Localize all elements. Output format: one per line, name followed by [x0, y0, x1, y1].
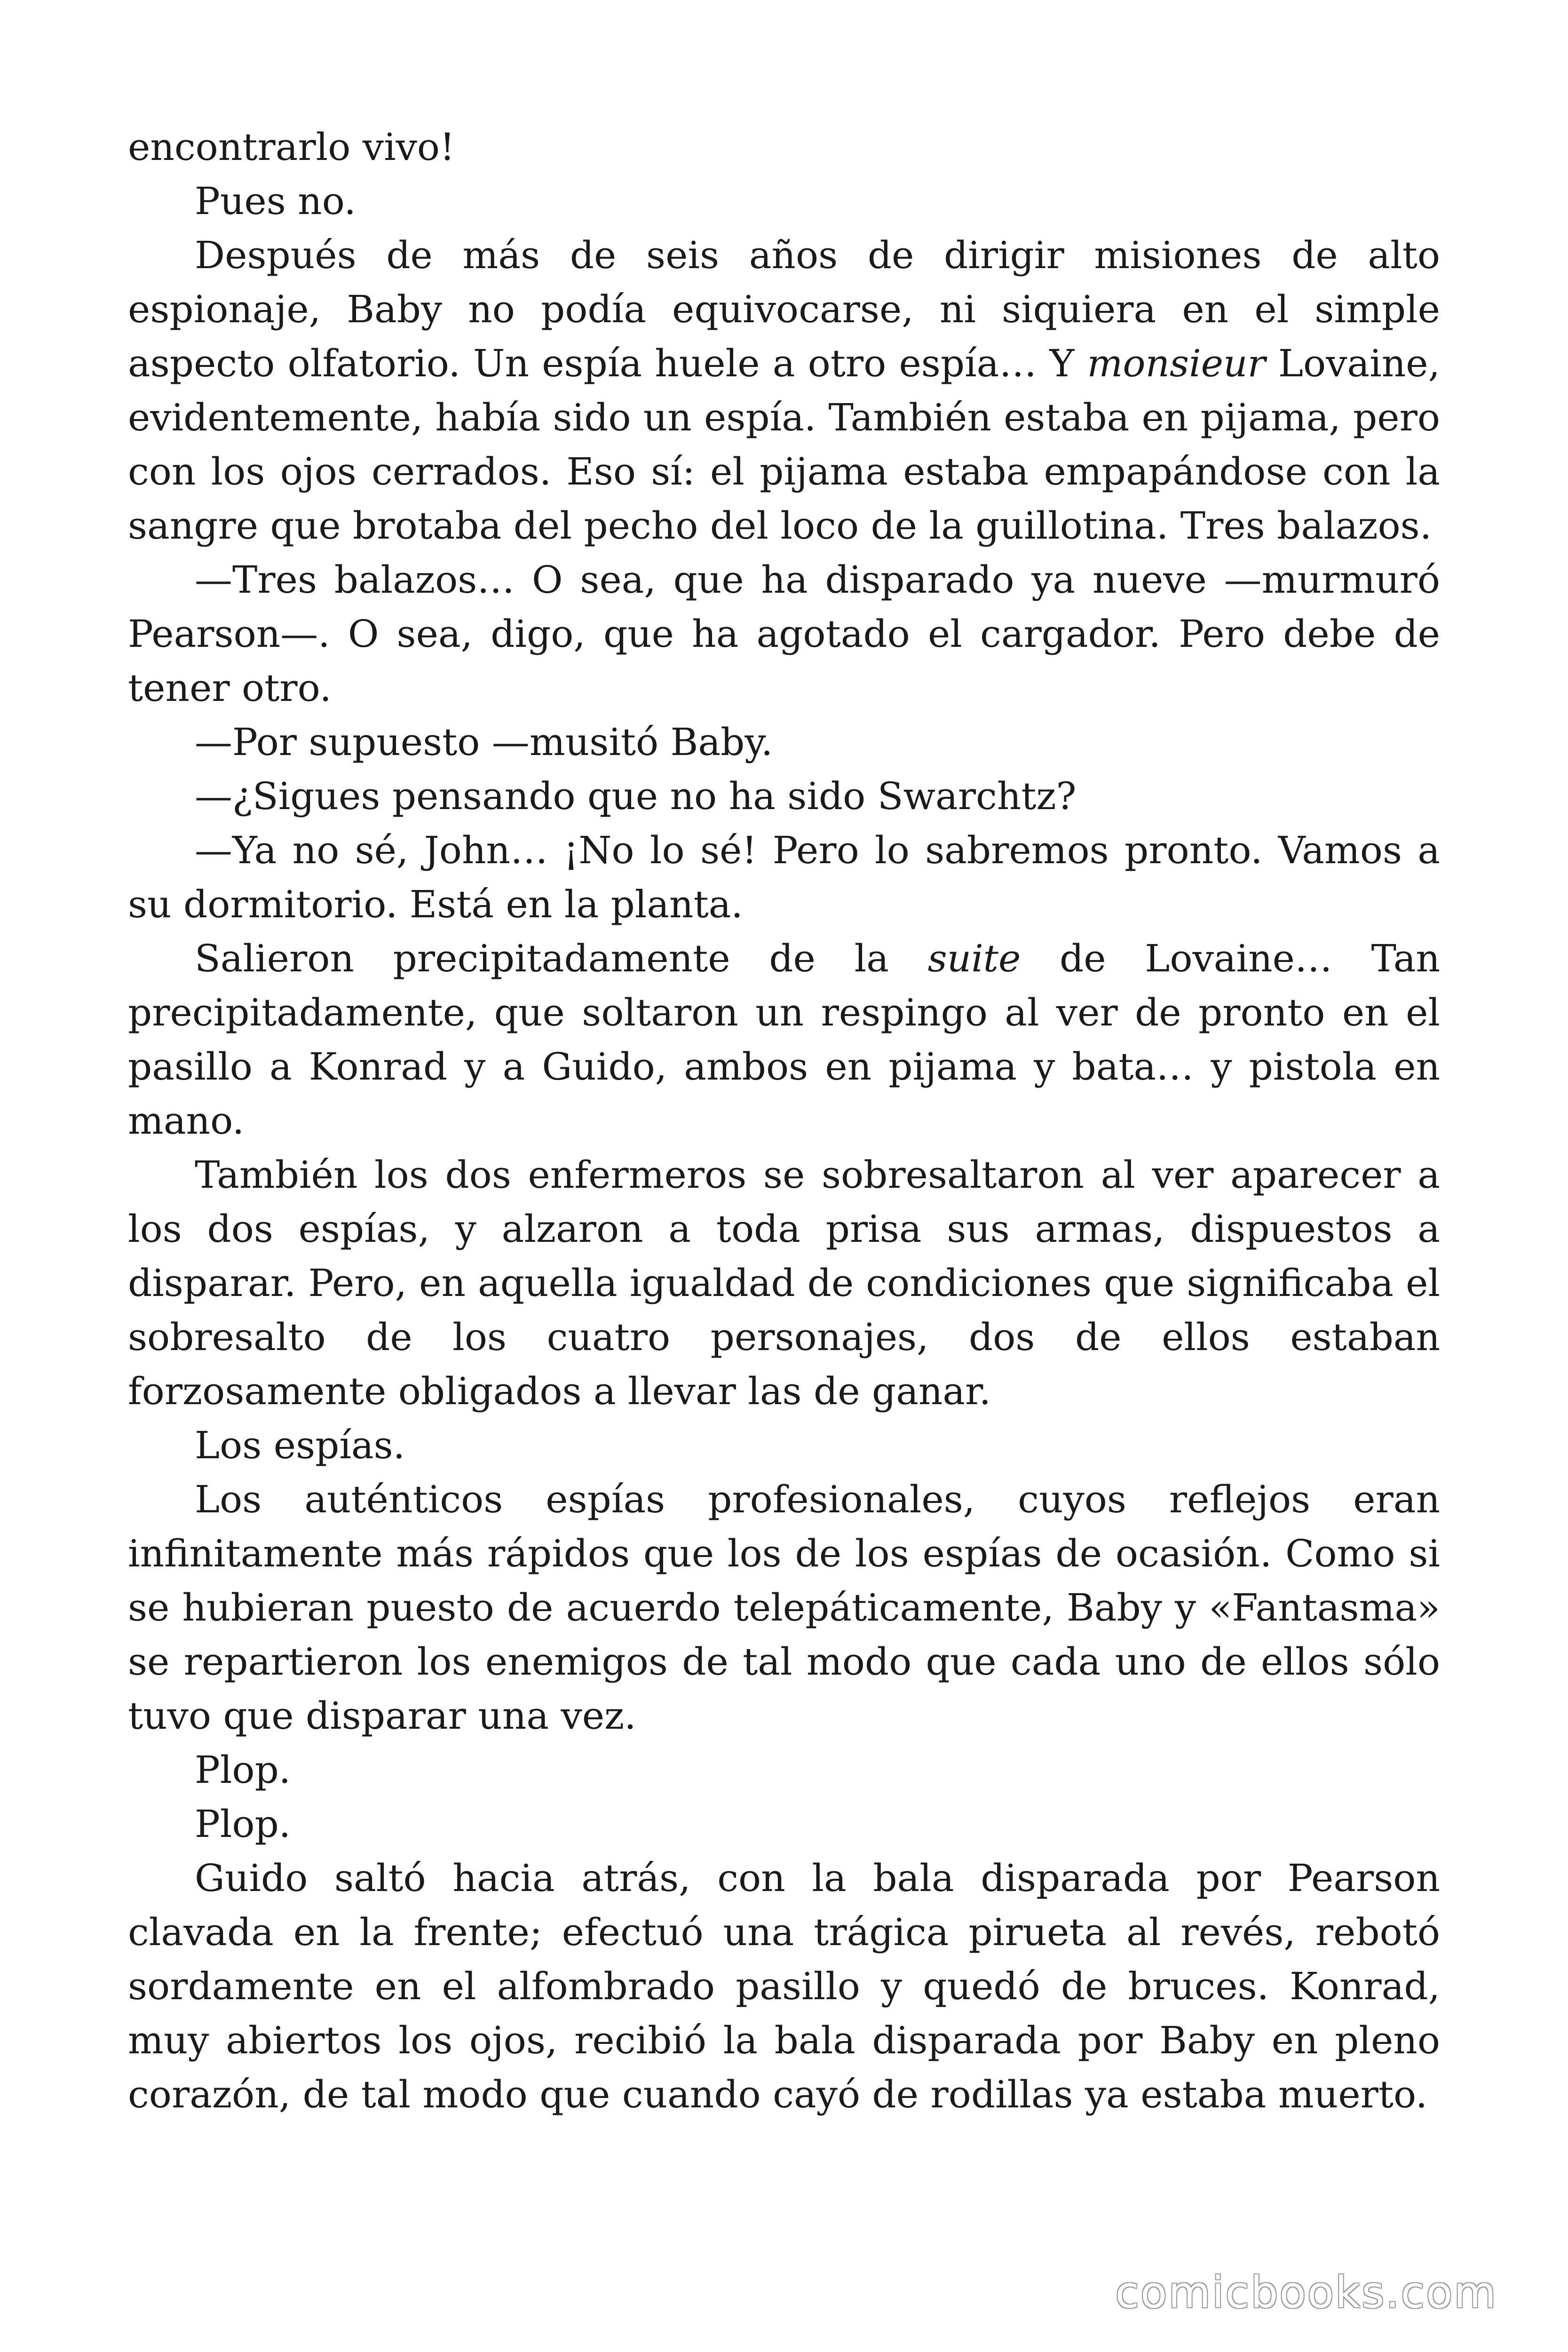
paragraph: encontrarlo vivo!: [128, 125, 455, 169]
paragraph: Pues no.: [195, 179, 356, 223]
italic-word: monsieur: [1087, 342, 1266, 385]
paragraph-text: Lovaine, evidentemente, había sido un espía. También estaba en pijama, pero con los ojos cerrados. Eso sí: el pijama estaba empapándose con la sangre que brotaba del pecho del loco de la guillotina. Tres balazos.: [128, 342, 1440, 548]
paragraph: Guido saltó hacia atrás, con la bala disparada por Pearson clavada en la frente; efectuó una trágica pirueta al revés, rebotó sordamente en el alfombrado pasillo y quedó de bruces. Konrad, muy abiertos los ojos, recibió la bala disparada por Baby en pleno corazón, de tal modo que cuando cayó de rodillas ya estaba muerto.: [128, 1856, 1440, 2116]
paragraph: —Tres balazos… O sea, que ha disparado ya nueve —murmuró Pearson—. O sea, digo, que ha agotado el cargador. Pero debe de tener otro.: [128, 558, 1440, 710]
page-text: [128, 120, 1440, 2122]
paragraph: Plop.: [195, 1802, 291, 1846]
paragraph: —¿Sigues pensando que no ha sido Swarchtz?: [195, 774, 1077, 818]
paragraph: [128, 228, 1440, 553]
paragraph-text: Después de más de seis años de dirigir misiones de alto espionaje, Baby no podía equivocarse, ni siquiera en el simple aspecto olfatorio. Un espía huele a otro espía… Y: [128, 233, 1440, 385]
paragraph: —Por supuesto —musitó Baby.: [195, 720, 773, 764]
paragraph: [128, 931, 1440, 1148]
paragraph: Los auténticos espías profesionales, cuyos reflejos eran infinitamente más rápidos que los de los espías de ocasión. Como si se hubieran puesto de acuerdo telepáticamente, Baby y «Fantasma» se repartieron los enemigos de tal modo que cada uno de ellos sólo tuvo que disparar una vez.: [128, 1478, 1440, 1738]
italic-word: suite: [927, 937, 1021, 980]
paragraph: Los espías.: [195, 1423, 405, 1467]
paragraph-text: de Lovaine… Tan precipitadamente, que soltaron un respingo al ver de pronto en el pasillo a Konrad y a Guido, ambos en pijama y bata… y pistola en mano.: [128, 937, 1441, 1143]
paragraph: También los dos enfermeros se sobresaltaron al ver aparecer a los dos espías, y alzaron a toda prisa sus armas, dispuestos a disparar. Pero, en aquella igualdad de condiciones que significaba el sobresalto de los cuatro personajes, dos de ellos estaban forzosamente obligados a llevar las de ganar.: [128, 1153, 1440, 1413]
paragraph-text: Salieron precipitadamente de la: [195, 937, 928, 980]
watermark: comicbooks.com: [1115, 2267, 1497, 2318]
paragraph: —Ya no sé, John… ¡No lo sé! Pero lo sabremos pronto. Vamos a su dormitorio. Está en la planta.: [128, 828, 1440, 926]
paragraph: Plop.: [195, 1748, 291, 1792]
